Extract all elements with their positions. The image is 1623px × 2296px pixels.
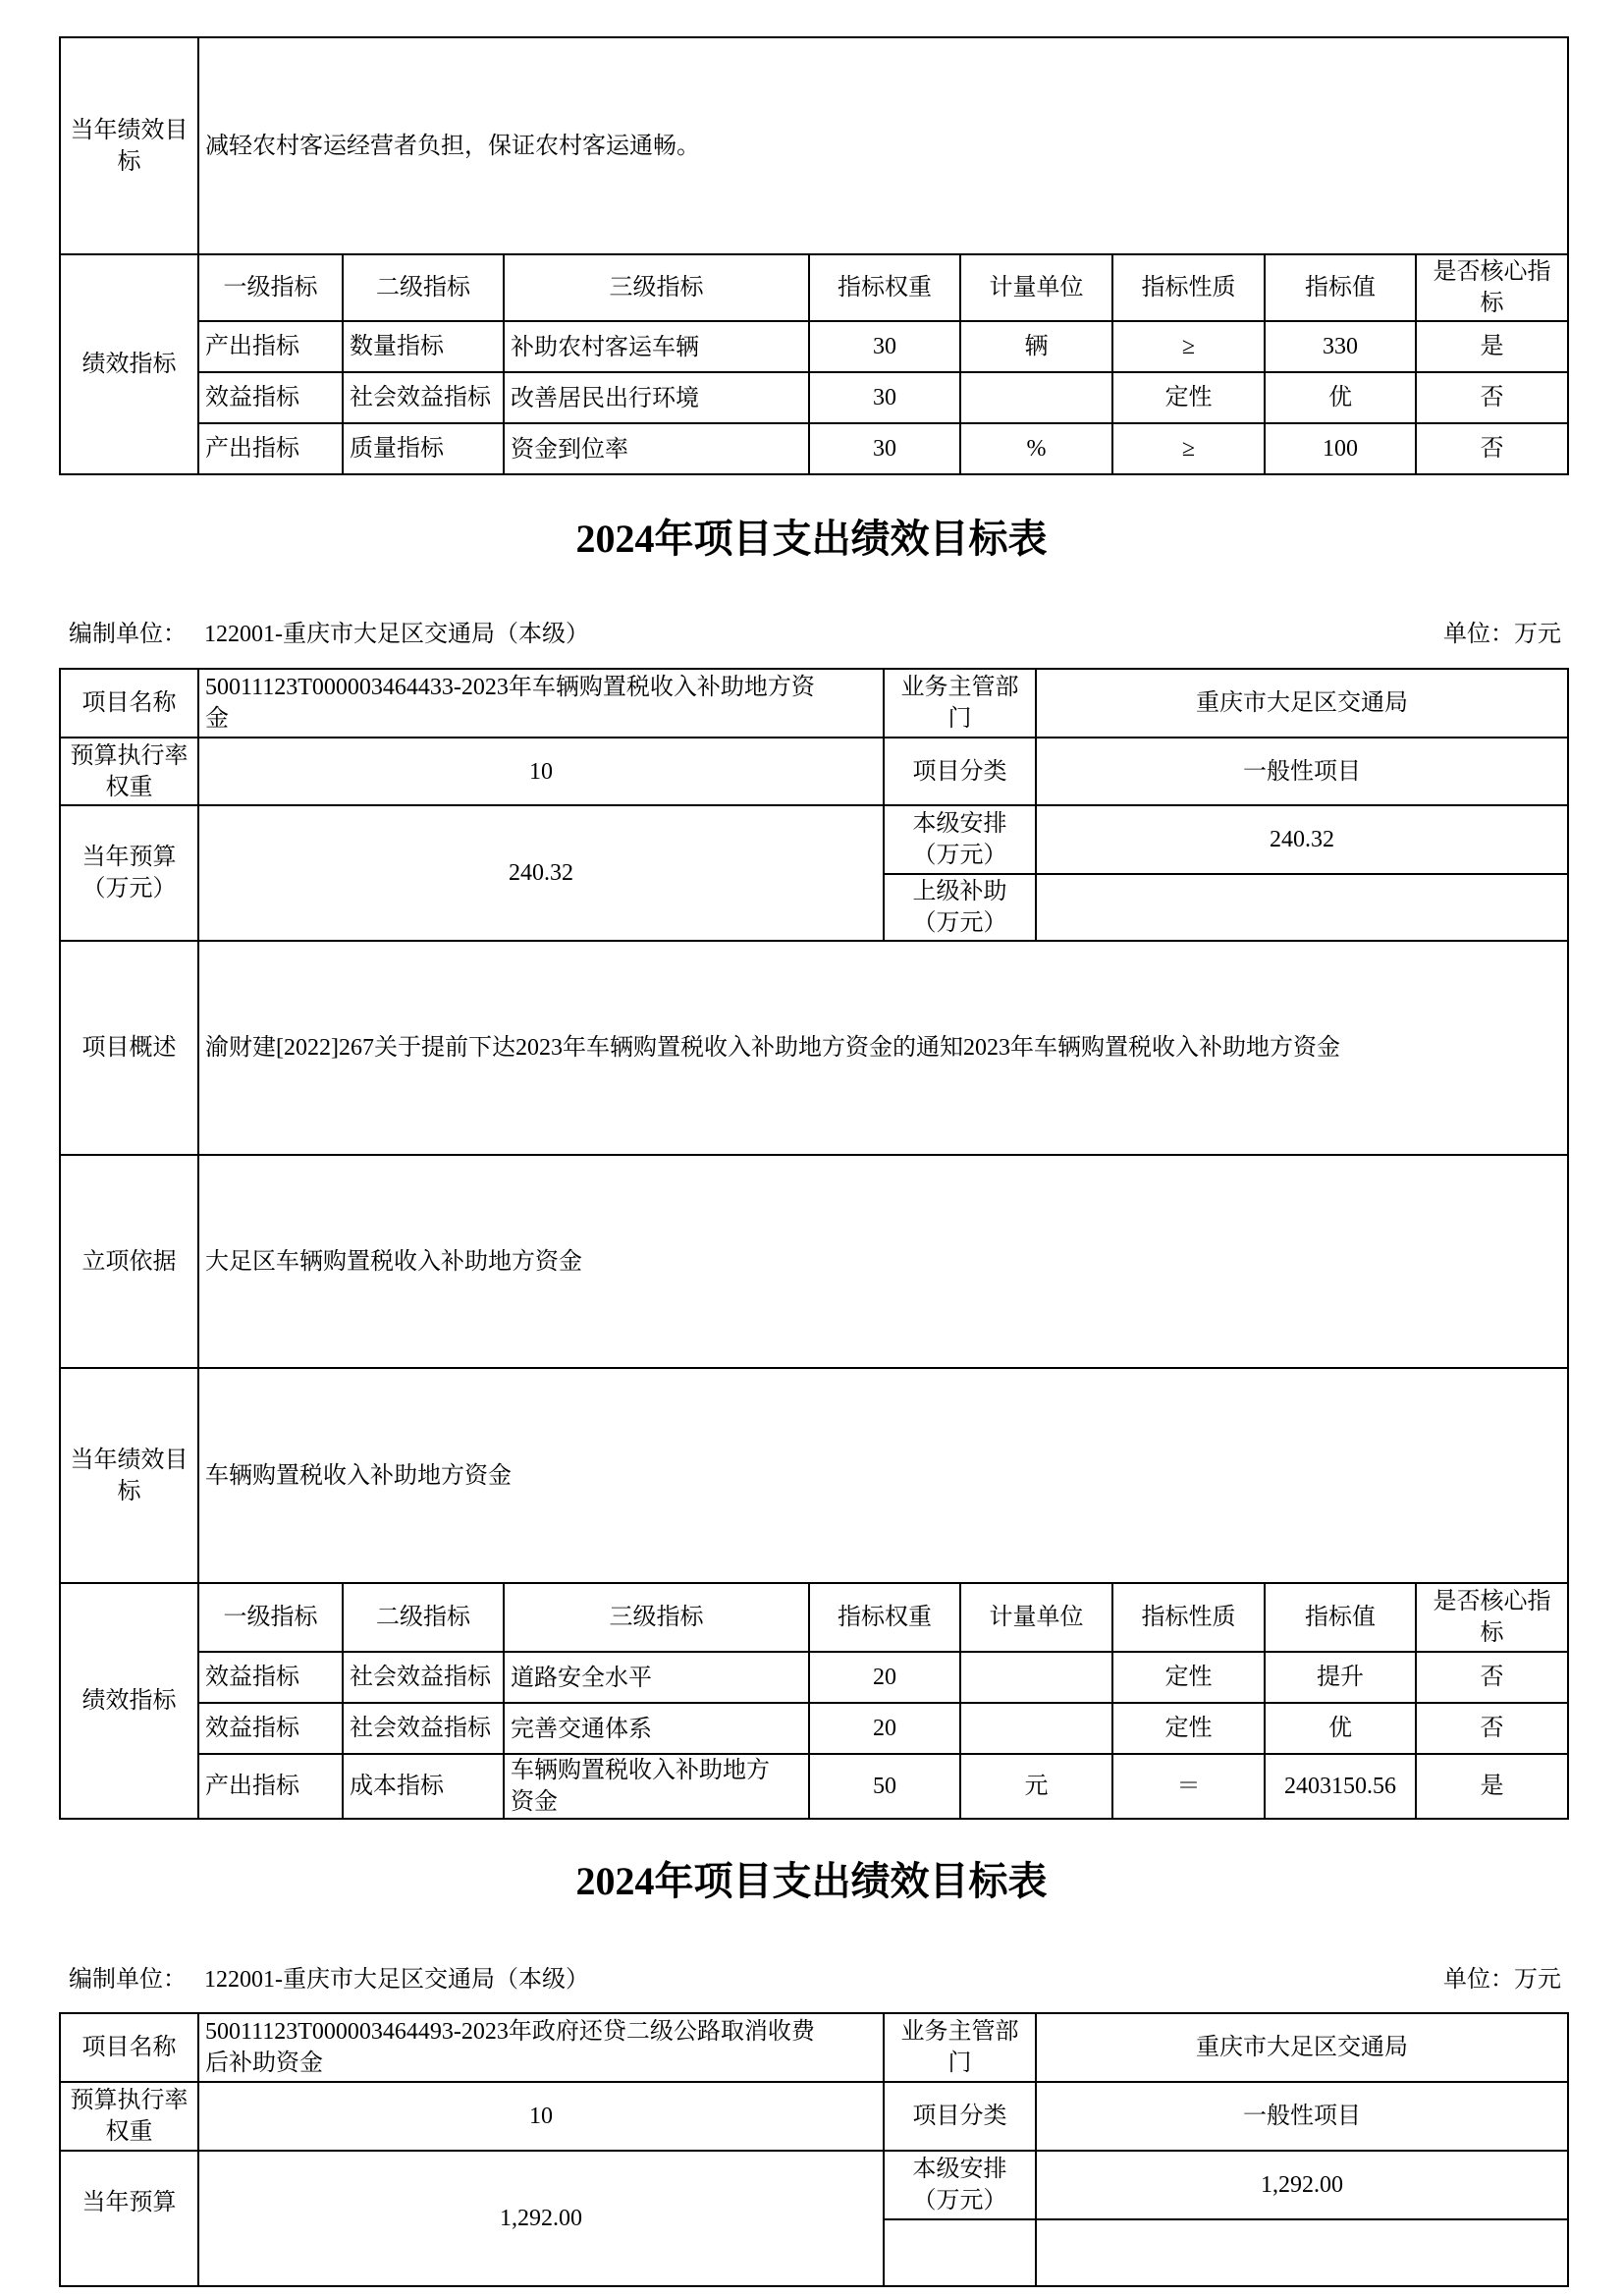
budget-label-cell [60, 2151, 198, 2286]
department-label-cell [884, 2013, 1036, 2082]
core-indicator-flag: 否 [1416, 1652, 1568, 1703]
level1-indicator: 效益指标 [198, 372, 343, 423]
budget-label-cell [60, 805, 198, 941]
measure-unit [960, 1703, 1112, 1754]
project-info-table [59, 668, 1569, 942]
weight-label-cell [60, 2082, 198, 2151]
compiling-unit-label: 编制单位： [69, 1967, 187, 1993]
indicator-nature: 定性 [1112, 1703, 1265, 1754]
weight-row [60, 738, 1568, 805]
header-nature: 指标性质 [1112, 1583, 1265, 1652]
basis-label: 立项依据 [60, 1155, 198, 1368]
budget-unit: （万元） [81, 876, 177, 902]
indicator-weight: 50 [809, 1754, 960, 1819]
core-indicator-flag: 是 [1416, 1754, 1568, 1819]
measure-unit: % [960, 423, 1112, 474]
core-indicator-flag: 否 [1416, 1703, 1568, 1754]
upper-label: 上级补助 [912, 879, 1007, 904]
table-row [60, 321, 1568, 372]
budget-row [60, 2151, 1568, 2219]
currency-unit: 单位：万元 [1443, 622, 1561, 647]
goal-text: 车辆购置税收入补助地方资金 [198, 1368, 1568, 1583]
budget-row [60, 805, 1568, 874]
level3-indicator-cell [504, 372, 809, 423]
weight-value: 10 [198, 738, 884, 805]
project-name-row [60, 669, 1568, 738]
overview-row [60, 941, 1568, 1155]
goal-label-cell [60, 37, 198, 254]
department-label: 业务主管部门 [900, 2019, 1019, 2076]
header-unit: 计量单位 [960, 254, 1112, 321]
header-level3: 三级指标 [504, 1583, 809, 1652]
level3-indicator: 补助农村客运车辆 [511, 334, 699, 360]
indicator-value: 优 [1265, 1703, 1416, 1754]
level2-indicator: 社会效益指标 [343, 1703, 504, 1754]
department-label: 业务主管部门 [900, 675, 1019, 732]
top-indicator-table [59, 36, 1569, 475]
compiling-unit-line [69, 1965, 1561, 1995]
project-name-value: 50011123T000003464433-2023年车辆购置税收入补助地方资金 [205, 675, 815, 732]
level1-indicator: 产出指标 [198, 321, 343, 372]
compiling-unit-value: 122001-重庆市大足区交通局（本级） [204, 1967, 589, 1993]
level3-indicator-cell [504, 1703, 809, 1754]
indicator-weight: 30 [809, 321, 960, 372]
local-unit: （万元） [912, 843, 1007, 868]
weight-label: 预算执行率权重 [70, 742, 189, 800]
compiling-unit-line [69, 620, 1561, 649]
indicator-header-row [60, 254, 1568, 321]
header-weight: 指标权重 [809, 254, 960, 321]
category-value: 一般性项目 [1036, 738, 1568, 805]
local-label: 本级安排 [912, 811, 1007, 837]
project-info-table [59, 2012, 1569, 2287]
upper-label-cell [884, 2219, 1036, 2286]
header-level1: 一级指标 [198, 1583, 343, 1652]
level3-indicator-cell [504, 1652, 809, 1703]
level2-indicator: 数量指标 [343, 321, 504, 372]
category-label: 项目分类 [884, 2082, 1036, 2151]
project-name-label: 项目名称 [60, 2013, 198, 2082]
department-label-cell [884, 669, 1036, 738]
overview-text: 渝财建[2022]267关于提前下达2023年车辆购置税收入补助地方资金的通知2023年车辆购置税收入补助地方资金 [198, 941, 1568, 1155]
local-label-cell [884, 2151, 1036, 2219]
local-label: 本级安排 [912, 2157, 1007, 2182]
header-weight: 指标权重 [809, 1583, 960, 1652]
basis-text: 大足区车辆购置税收入补助地方资金 [198, 1155, 1568, 1368]
page-title: 2024年项目支出绩效目标表 [575, 1859, 1048, 1903]
local-value: 240.32 [1036, 805, 1568, 874]
level3-indicator: 道路安全水平 [511, 1665, 652, 1691]
indicator-nature: ≥ [1112, 321, 1265, 372]
header-core-cell [1416, 1583, 1568, 1652]
project-name-row [60, 2013, 1568, 2082]
weight-row [60, 2082, 1568, 2151]
level2-indicator: 质量指标 [343, 423, 504, 474]
header-unit: 计量单位 [960, 1583, 1112, 1652]
category-value: 一般性项目 [1036, 2082, 1568, 2151]
weight-label: 预算执行率权重 [70, 2088, 189, 2145]
currency-unit: 单位：万元 [1443, 1967, 1561, 1993]
level3-indicator: 车辆购置税收入补助地方资金 [511, 1758, 770, 1815]
indicator-weight: 20 [809, 1652, 960, 1703]
indicator-header-row [60, 1583, 1568, 1652]
header-level2: 二级指标 [343, 254, 504, 321]
header-core-cell [1416, 254, 1568, 321]
page-title: 2024年项目支出绩效目标表 [575, 517, 1048, 561]
level1-indicator: 产出指标 [198, 1754, 343, 1819]
compiling-unit-value: 122001-重庆市大足区交通局（本级） [204, 622, 589, 647]
basis-row [60, 1155, 1568, 1368]
level2-indicator: 成本指标 [343, 1754, 504, 1819]
project-name-cell [198, 669, 884, 738]
local-unit: （万元） [912, 2188, 1007, 2214]
project-text-table [59, 940, 1569, 1584]
budget-value: 240.32 [198, 805, 884, 941]
budget-label: 当年预算 [81, 2190, 177, 2215]
measure-unit [960, 372, 1112, 423]
category-label: 项目分类 [884, 738, 1036, 805]
department-value: 重庆市大足区交通局 [1036, 2013, 1568, 2082]
weight-label-cell [60, 738, 198, 805]
measure-unit: 辆 [960, 321, 1112, 372]
level3-indicator-cell [504, 321, 809, 372]
local-value: 1,292.00 [1036, 2151, 1568, 2219]
core-indicator-flag: 是 [1416, 321, 1568, 372]
header-level2: 二级指标 [343, 1583, 504, 1652]
header-core: 是否核心指标 [1433, 1589, 1551, 1646]
level3-indicator: 资金到位率 [511, 436, 628, 463]
measure-unit [960, 1652, 1112, 1703]
level3-indicator-cell [504, 423, 809, 474]
indicator-nature: ≥ [1112, 423, 1265, 474]
upper-value [1036, 874, 1568, 941]
level2-indicator: 社会效益指标 [343, 1652, 504, 1703]
level1-indicator: 效益指标 [198, 1652, 343, 1703]
weight-value: 10 [198, 2082, 884, 2151]
goal-row [60, 1368, 1568, 1583]
project-name-value: 50011123T000003464493-2023年政府还贷二级公路取消收费后补助资金 [205, 2019, 815, 2076]
header-level3: 三级指标 [504, 254, 809, 321]
budget-value: 1,292.00 [198, 2151, 884, 2286]
level2-indicator: 社会效益指标 [343, 372, 504, 423]
indicator-value: 330 [1265, 321, 1416, 372]
project-name-label: 项目名称 [60, 669, 198, 738]
level1-indicator: 产出指标 [198, 423, 343, 474]
indicator-weight: 20 [809, 1703, 960, 1754]
table-row [60, 1754, 1568, 1819]
upper-label-cell [884, 874, 1036, 941]
upper-unit: （万元） [912, 910, 1007, 936]
core-indicator-flag: 否 [1416, 423, 1568, 474]
compiling-unit-label: 编制单位： [69, 622, 187, 647]
header-core: 是否核心指标 [1433, 259, 1551, 316]
indicator-nature: 定性 [1112, 1652, 1265, 1703]
overview-label: 项目概述 [60, 941, 198, 1155]
goal-label-cell [60, 1368, 198, 1583]
project-indicator-table [59, 1582, 1569, 1820]
indicator-value: 提升 [1265, 1652, 1416, 1703]
project-name-cell [198, 2013, 884, 2082]
indicator-value: 100 [1265, 423, 1416, 474]
indicator-weight: 30 [809, 372, 960, 423]
goal-label: 当年绩效目标 [70, 1447, 189, 1504]
measure-unit: 元 [960, 1754, 1112, 1819]
indicator-nature: 定性 [1112, 372, 1265, 423]
indicator-nature: ＝ [1112, 1754, 1265, 1819]
goal-row [60, 37, 1568, 254]
table-row [60, 372, 1568, 423]
department-value: 重庆市大足区交通局 [1036, 669, 1568, 738]
level3-indicator: 改善居民出行环境 [511, 385, 699, 411]
local-label-cell [884, 805, 1036, 874]
core-indicator-flag: 否 [1416, 372, 1568, 423]
header-value: 指标值 [1265, 1583, 1416, 1652]
budget-label: 当年预算 [81, 845, 177, 870]
goal-text: 减轻农村客运经营者负担，保证农村客运通畅。 [198, 37, 1568, 254]
indicator-label: 绩效指标 [60, 254, 198, 474]
header-level1: 一级指标 [198, 254, 343, 321]
level3-indicator-cell [504, 1754, 809, 1819]
goal-label: 当年绩效目标 [70, 117, 189, 175]
table-row [60, 1652, 1568, 1703]
indicator-value: 优 [1265, 372, 1416, 423]
header-nature: 指标性质 [1112, 254, 1265, 321]
table-row [60, 423, 1568, 474]
header-value: 指标值 [1265, 254, 1416, 321]
indicator-value: 2403150.56 [1265, 1754, 1416, 1819]
indicator-label: 绩效指标 [60, 1583, 198, 1819]
table-row [60, 1703, 1568, 1754]
level1-indicator: 效益指标 [198, 1703, 343, 1754]
upper-value [1036, 2219, 1568, 2286]
indicator-weight: 30 [809, 423, 960, 474]
level3-indicator: 完善交通体系 [511, 1716, 652, 1742]
